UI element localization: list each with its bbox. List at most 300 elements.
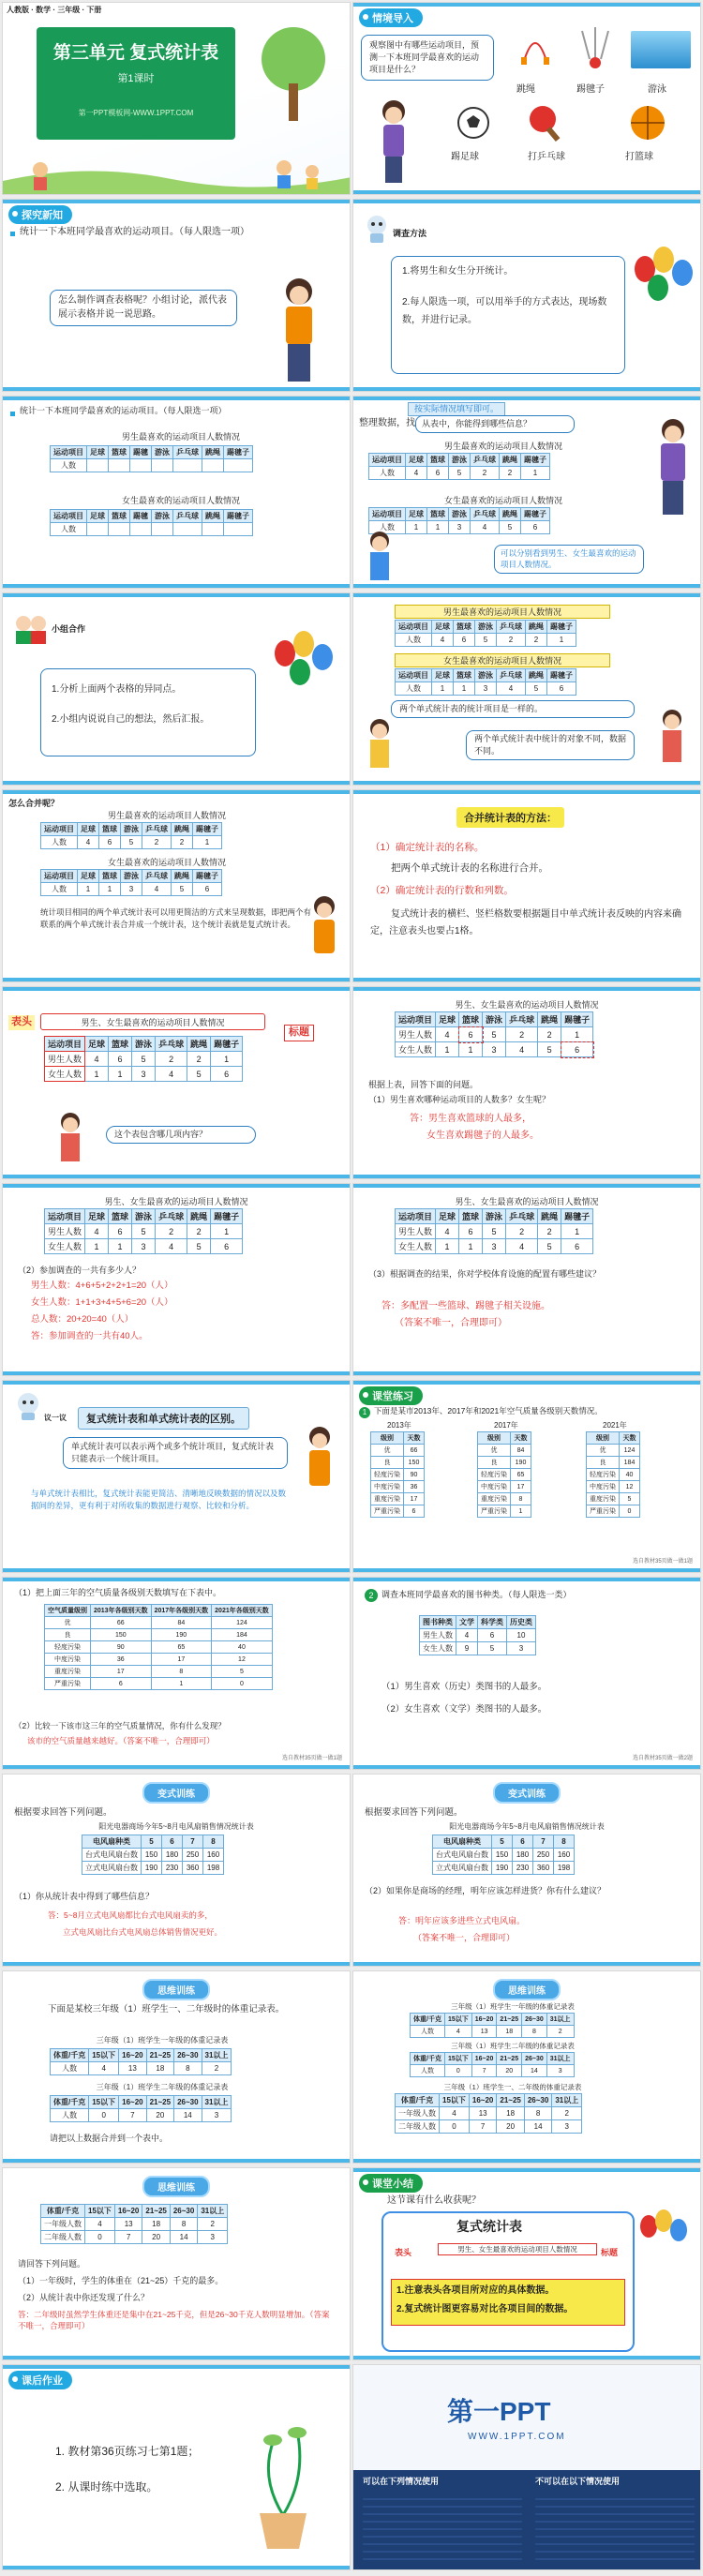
table-row	[411, 2053, 575, 2065]
table-row	[396, 669, 576, 682]
table-cell: 1	[547, 634, 576, 647]
table-cell: 10	[507, 1629, 536, 1642]
table-cell: 360	[533, 1862, 554, 1875]
table-row	[396, 634, 576, 647]
table-row	[41, 823, 222, 836]
slide-practice1b[interactable]	[2, 1577, 351, 1770]
slide-anatomy[interactable]	[2, 986, 351, 1179]
table-cell: 乒乓球	[471, 454, 500, 467]
homework-item-1: 1. 教材第36页练习七第1题；	[55, 2445, 200, 2458]
summary-card-title: 复式统计表	[456, 2219, 522, 2234]
slide-intro[interactable]	[352, 2, 701, 195]
table-cell: 女生人数	[396, 1042, 436, 1057]
table-cell: 运动项目	[369, 454, 406, 467]
table-cell: 级别	[587, 1432, 620, 1445]
table-cell: 6	[99, 836, 121, 849]
table-cell: 篮球	[109, 510, 130, 523]
table-cell: 优	[478, 1445, 511, 1457]
table-cell: 6	[521, 521, 550, 534]
table-cell: 一年级人数	[396, 2107, 440, 2120]
table-cell: 15以下	[444, 2053, 471, 2065]
table-cell: 3	[552, 2120, 582, 2134]
table-cell: 84	[151, 1617, 212, 1629]
table-cell: 124	[212, 1617, 273, 1629]
table-cell: 5	[449, 467, 471, 480]
jump-rope-icon	[518, 29, 552, 67]
table-cell: 1	[561, 1224, 593, 1239]
merge-title-girls: 女生最喜欢的运动项目人数情况	[107, 858, 226, 867]
slide-summary[interactable]	[352, 2167, 701, 2360]
table-cell: 0	[440, 2120, 470, 2134]
table-cell: 7	[469, 2120, 496, 2134]
summary-card-head: 表头	[395, 2248, 412, 2257]
slide-merge[interactable]	[2, 789, 351, 982]
q2-line4: 答：参加调查的一共有40人。	[31, 1331, 148, 1341]
table-row	[51, 2049, 232, 2062]
sport-label-3: 踢足球	[451, 152, 479, 162]
table-row	[51, 2062, 232, 2075]
table-cell: 运动项目	[396, 621, 432, 634]
slide-variant1[interactable]	[2, 1774, 351, 1967]
table-cell: 15以下	[89, 2049, 119, 2062]
table-cell: 5	[132, 1052, 156, 1067]
table-cell: 运动项目	[51, 446, 87, 459]
table-cell: 良	[478, 1457, 511, 1469]
table-cell: 2	[506, 1027, 538, 1042]
table-cell: 男生人数	[396, 1224, 436, 1239]
q3-table-title: 男生、女生最喜欢的运动项目人数情况	[455, 1197, 599, 1206]
table-cell: 8	[554, 1835, 575, 1849]
task-bullet-icon	[10, 232, 15, 236]
table-cell: 人数	[41, 836, 78, 849]
table-cell: 16~20	[471, 2053, 497, 2065]
table-cell: 天数	[620, 1432, 640, 1445]
table-cell: 198	[203, 1862, 224, 1875]
slide-thinking3[interactable]	[2, 2167, 351, 2360]
table-row	[587, 1445, 640, 1457]
table-cell: 2	[538, 1027, 561, 1042]
table-cell: 8	[203, 1835, 224, 1849]
table-cell: 3	[449, 521, 471, 534]
table-cell: 跳绳	[202, 510, 224, 523]
table-row	[51, 523, 253, 536]
table-cell: 男生人数	[396, 1027, 436, 1042]
table-row	[45, 1037, 243, 1052]
table-cell: 空气质量级别	[45, 1605, 91, 1617]
table-cell: 踢毽	[130, 510, 152, 523]
table-cell: 15以下	[89, 2096, 119, 2109]
slide-thinking1[interactable]	[2, 1970, 351, 2164]
slide-q3[interactable]	[352, 1183, 701, 1376]
table-cell: 230	[513, 1862, 533, 1875]
table-row	[41, 2205, 228, 2218]
variant1-q1: （1）你从统计表中得到了哪些信息？	[14, 1892, 155, 1901]
table-cell: 人数	[396, 682, 432, 696]
table-cell: 26~30	[174, 2049, 202, 2062]
table-cell: 6	[459, 1224, 483, 1239]
table-cell: 运动项目	[41, 870, 78, 883]
table-cell: 足球	[87, 446, 109, 459]
table-row	[45, 1629, 273, 1641]
teacher-icon	[271, 275, 327, 387]
table-cell	[173, 459, 202, 472]
table-cell: 3	[475, 682, 497, 696]
table-cell: 1	[427, 521, 449, 534]
task-bullet-icon	[10, 412, 15, 416]
slide-brand[interactable]	[352, 2364, 701, 2570]
discuss-bubble: 单式统计表可以表示两个或多个统计项目，复式统计表只能表示一个统计项目。	[63, 1437, 288, 1469]
table-cell: 3	[202, 2109, 232, 2122]
variant2-a2b: （答案不唯一，合理即可）	[413, 1933, 516, 1942]
table-cell: 2017年各级别天数	[151, 1605, 212, 1617]
slide-q1[interactable]	[352, 986, 701, 1179]
table-cell: 跳绳	[172, 823, 193, 836]
table-cell: 足球	[87, 510, 109, 523]
table-row	[396, 1224, 593, 1239]
table-cell: 2013年各级别天数	[91, 1605, 152, 1617]
tag-summary: 课堂小结	[359, 2174, 423, 2193]
table-cell: 篮球	[459, 1012, 483, 1027]
table-cell: 3	[546, 2065, 574, 2077]
fill-bubble1: 从表中，你能得到哪些信息？	[415, 415, 575, 433]
table-cell: 8	[524, 2107, 551, 2120]
slide-group-work[interactable]	[2, 592, 351, 786]
slide-practice1[interactable]	[352, 1380, 701, 1573]
table-cell: 124	[620, 1445, 640, 1457]
thinking-banner: 思维训练	[493, 1979, 561, 2000]
table-cell: 跳绳	[538, 1012, 561, 1027]
table-cell: 女生人数	[420, 1642, 456, 1655]
table-cell	[109, 523, 130, 536]
table-cell	[87, 523, 109, 536]
thinking3-a2: 答：二年级时虽然学生体重还是集中在21~25千克，但是26~30千克人数明显增加。（答案不唯一，合理即可）	[18, 2310, 330, 2331]
table-cell: 运动项目	[396, 1209, 436, 1224]
fill-title-girls: 女生最喜欢的运动项目人数情况	[443, 496, 562, 505]
table-cell: 6	[561, 1042, 593, 1057]
table-cell: 0	[89, 2109, 119, 2122]
variant1-table-title: 阳光电器商场今年5~8月电风扇销售情况统计表	[98, 1822, 254, 1831]
weight-small-g1	[410, 2013, 575, 2038]
table-cell: 游泳	[483, 1012, 506, 1027]
table-cell: 5	[172, 883, 193, 896]
table-cell: 5	[187, 1067, 211, 1082]
table-cell: 6	[109, 1224, 132, 1239]
table-cell: 6	[109, 1052, 132, 1067]
group-icon	[12, 610, 50, 648]
table-cell: 31以上	[198, 2205, 228, 2218]
slide-cover[interactable]	[2, 2, 351, 195]
q2-table	[44, 1208, 243, 1254]
fill-title-boys: 男生最喜欢的运动项目人数情况	[443, 442, 562, 451]
weight-combined-table	[395, 2093, 582, 2134]
student-icon	[361, 528, 398, 584]
air-a2: 该市的空气质量越来越好。（答案不唯一，合理即可）	[27, 1736, 215, 1745]
table-cell: 踢毽子	[224, 446, 253, 459]
table-row	[478, 1457, 531, 1469]
table-cell: 跳绳	[172, 870, 193, 883]
table-cell: 15以下	[85, 2205, 115, 2218]
table-cell: 严重污染	[371, 1505, 404, 1518]
slide-method[interactable]	[352, 199, 701, 392]
table-row	[369, 454, 550, 467]
table-cell: 乒乓球	[471, 508, 500, 521]
table-cell: 良	[371, 1457, 404, 1469]
table-cell: 6	[91, 1678, 152, 1690]
table-cell: 篮球	[454, 669, 475, 682]
table-row	[478, 1505, 531, 1518]
table-cell: 230	[162, 1862, 183, 1875]
table-cell: 16~20	[114, 2205, 142, 2218]
table-cell: 游泳	[121, 870, 142, 883]
table-cell: 190	[511, 1457, 531, 1469]
year-label-0: 2013年	[387, 1421, 411, 1430]
slide-explore[interactable]	[2, 199, 351, 392]
table-cell: 5	[132, 1224, 156, 1239]
table-row	[51, 2096, 232, 2109]
table-cell: 严重污染	[45, 1678, 91, 1690]
table-cell: 6	[193, 883, 222, 896]
q1-table	[395, 1011, 593, 1057]
table-row	[411, 2026, 575, 2038]
table-row	[411, 2014, 575, 2026]
table-row	[396, 1042, 593, 1057]
slide-thinking2[interactable]	[352, 1970, 701, 2164]
table-cell	[202, 459, 224, 472]
method-step1: 1.将男生和女生分开统计。	[402, 266, 514, 277]
table-cell: 游泳	[132, 1209, 156, 1224]
group-line1: 1.分析上面两个表格的异同点。	[52, 684, 182, 695]
table-cell: 65	[511, 1469, 531, 1481]
table-cell: 轻度污染	[45, 1641, 91, 1654]
table-cell: 人数	[51, 2109, 89, 2122]
table-cell: 4	[142, 883, 172, 896]
books-q2: （2）女生喜欢（文学）类图书的人最多。	[381, 1704, 547, 1715]
table-cell: 6	[162, 1835, 183, 1849]
cover-header: 人教版 · 数学 · 三年级 · 下册	[7, 6, 102, 14]
table-cell: 游泳	[152, 446, 173, 459]
student-icon	[361, 715, 398, 781]
table-cell	[202, 523, 224, 536]
table-row	[478, 1493, 531, 1505]
table-cell: 人数	[51, 459, 87, 472]
table-cell: 31以上	[546, 2014, 574, 2026]
table-cell: 男生人数	[45, 1052, 85, 1067]
table-cell: 17	[404, 1493, 425, 1505]
slide-homework[interactable]	[2, 2364, 351, 2570]
table-row	[369, 467, 550, 480]
blank-table-girls	[50, 509, 253, 536]
slide-compare[interactable]	[352, 592, 701, 786]
slide-q2[interactable]	[2, 1183, 351, 1376]
table-cell: 足球	[78, 870, 99, 883]
blank-task: 统计一下本班同学最喜欢的运动项目。（每人限选一项）	[20, 407, 227, 416]
group-label: 小组合作	[52, 624, 86, 634]
table-cell: 4	[471, 521, 500, 534]
table-cell: 重度污染	[371, 1493, 404, 1505]
tag-explore: 探究新知	[8, 205, 72, 224]
table-cell: 运动项目	[45, 1037, 85, 1052]
slide-merge-method[interactable]	[352, 789, 701, 982]
table-cell: 运动项目	[396, 669, 432, 682]
slide-filled-tables[interactable]	[352, 396, 701, 589]
table-cell: 4	[436, 1027, 459, 1042]
table-cell: 180	[513, 1849, 533, 1862]
table-cell: 乒乓球	[497, 669, 526, 682]
merge-p1: （1）确定统计表的名称。	[370, 842, 485, 853]
table-cell: 体重/千克	[51, 2096, 89, 2109]
homework-item-2: 2. 从课时练中选取。	[55, 2480, 158, 2494]
table-cell: 90	[404, 1469, 425, 1481]
merge-table-boys	[40, 822, 222, 849]
table-cell: 体重/千克	[411, 2053, 445, 2065]
table-cell: 运动项目	[396, 1012, 436, 1027]
table-cell: 4	[85, 2218, 115, 2231]
table-cell: 人数	[396, 634, 432, 647]
table-cell: 4	[506, 1042, 538, 1057]
table-row	[396, 682, 576, 696]
table-cell: 0	[620, 1505, 640, 1518]
table-cell: 21~25	[146, 2049, 173, 2062]
table-cell: 26~30	[522, 2014, 547, 2026]
table-row	[45, 1666, 273, 1678]
table-cell: 1	[432, 682, 454, 696]
table-row	[51, 446, 253, 459]
slide-practice2[interactable]	[352, 1577, 701, 1770]
table-cell: 足球	[432, 621, 454, 634]
table-cell: 科学类	[478, 1616, 507, 1629]
thinking1-title1: 三年级（1）班学生一年级的体重记录表	[96, 2036, 229, 2044]
q3-answer: 答：多配置一些篮球、踢毽子相关设施。	[381, 1301, 550, 1311]
slide-discuss[interactable]	[2, 1380, 351, 1573]
table-cell: 4	[444, 2026, 471, 2038]
table-cell: 90	[91, 1641, 152, 1654]
table-cell: 台式电风扇台数	[433, 1849, 492, 1862]
table-cell: 游泳	[121, 823, 142, 836]
table-cell: 5	[538, 1239, 561, 1254]
table-cell: 4	[156, 1067, 187, 1082]
brand-url[interactable]: WWW.1PPT.COM	[468, 2432, 566, 2442]
table-cell: 优	[587, 1445, 620, 1457]
cmp-title-girls: 女生最喜欢的运动项目人数情况	[395, 653, 610, 667]
table-cell: 4	[497, 682, 526, 696]
table-row	[41, 870, 222, 883]
balloon-icon	[312, 644, 333, 670]
table-cell: 31以上	[552, 2094, 582, 2107]
table-cell: 150	[404, 1457, 425, 1469]
brand-right-list	[535, 2493, 695, 2560]
table-cell: 1	[561, 1027, 593, 1042]
cmp-note2: 两个单式统计表中统计的对象不同，数据不同。	[466, 730, 635, 760]
table-cell: 0	[212, 1678, 273, 1690]
table-cell: 乒乓球	[497, 621, 526, 634]
table-cell: 2021年各级别天数	[212, 1605, 273, 1617]
q2-line2: 女生人数：1+1+3+4+5+6=20（人）	[31, 1297, 173, 1308]
table-cell: 26~30	[174, 2096, 202, 2109]
balloon-icon	[290, 659, 310, 685]
brand-left-list	[363, 2493, 522, 2560]
table-cell: 跳绳	[500, 454, 521, 467]
table-cell: 4	[89, 2062, 119, 2075]
table-cell: 女生人数	[45, 1067, 85, 1082]
merge-p2b: 复式统计表的横栏、竖栏格数要根据题目中单式统计表反映的内容来确定，注意表头也要占1格。	[370, 909, 681, 936]
cover-tree-icon	[247, 22, 340, 125]
q3-table	[395, 1208, 593, 1254]
table-cell: 20	[146, 2109, 173, 2122]
table-cell: 26~30	[170, 2205, 197, 2218]
table-row	[45, 1641, 273, 1654]
table-cell: 人数	[51, 2062, 89, 2075]
table-cell: 踢毽子	[547, 669, 576, 682]
table-cell: 足球	[432, 669, 454, 682]
slide-blank-tables[interactable]	[2, 396, 351, 589]
table-cell: 2	[142, 836, 172, 849]
balloon-icon	[293, 631, 314, 657]
table-cell: 198	[554, 1862, 575, 1875]
table-cell: 1	[211, 1052, 243, 1067]
table-cell: 160	[554, 1849, 575, 1862]
table-cell: 12	[212, 1654, 273, 1666]
explore-task: 统计一下本班同学最喜欢的运动项目。（每人限选一项）	[20, 227, 249, 237]
variant2-task: 根据要求回答下列问题。	[365, 1807, 463, 1818]
balloon-icon	[670, 2219, 687, 2241]
table-cell: 6	[513, 1835, 533, 1849]
table-cell: 轻度污染	[371, 1469, 404, 1481]
q1-answer: 答：男生喜欢篮球的人最多，	[410, 1114, 531, 1124]
tag-intro: 情境导入	[359, 8, 423, 27]
table-cell: 0	[85, 2231, 115, 2244]
table-cell: 5	[620, 1493, 640, 1505]
fill-table-boys	[368, 453, 550, 480]
q1-answer2: 女生喜欢踢毽子的人最多。	[426, 1131, 539, 1141]
table-cell: 20	[497, 2065, 522, 2077]
thinking2-title2: 三年级（1）班学生二年级的体重记录表	[451, 2042, 575, 2050]
sport-label-4: 打乒乓球	[528, 152, 565, 162]
tag-homework: 课后作业	[8, 2371, 72, 2389]
table-cell: 12	[620, 1481, 640, 1493]
table-cell: 女生人数	[45, 1239, 85, 1254]
table-cell: 8	[170, 2218, 197, 2231]
variant-banner: 变式训练	[493, 1782, 561, 1804]
books-table	[419, 1615, 536, 1655]
table-row	[45, 1224, 243, 1239]
table-cell: 人数	[51, 523, 87, 536]
anatomy-label-title: 标题	[284, 1025, 314, 1041]
table-cell: 4	[156, 1239, 187, 1254]
teacher-icon	[370, 97, 417, 187]
table-cell: 3	[198, 2231, 228, 2244]
table-cell: 6	[454, 634, 475, 647]
table-cell: 人数	[411, 2026, 445, 2038]
slide-variant2[interactable]	[352, 1774, 701, 1967]
table-cell: 66	[91, 1617, 152, 1629]
table-cell: 16~20	[469, 2094, 496, 2107]
ping-pong-icon	[526, 102, 567, 143]
table-cell: 1	[511, 1505, 531, 1518]
table-cell: 21~25	[146, 2096, 173, 2109]
table-cell: 跳绳	[538, 1209, 561, 1224]
table-cell: 游泳	[152, 510, 173, 523]
table-row	[371, 1481, 425, 1493]
table-cell: 篮球	[109, 1209, 132, 1224]
books-q1: （1）男生喜欢（历史）类图书的人最多。	[381, 1682, 547, 1692]
table-cell: 1	[193, 836, 222, 849]
books-task: 调查本班同学最喜欢的图书种类。（每人限选一类）	[381, 1590, 572, 1599]
table-cell: 踢毽子	[547, 621, 576, 634]
table-cell	[130, 459, 152, 472]
table-cell: 18	[497, 2107, 524, 2120]
table-cell: 18	[497, 2026, 522, 2038]
table-cell: 1	[521, 467, 550, 480]
